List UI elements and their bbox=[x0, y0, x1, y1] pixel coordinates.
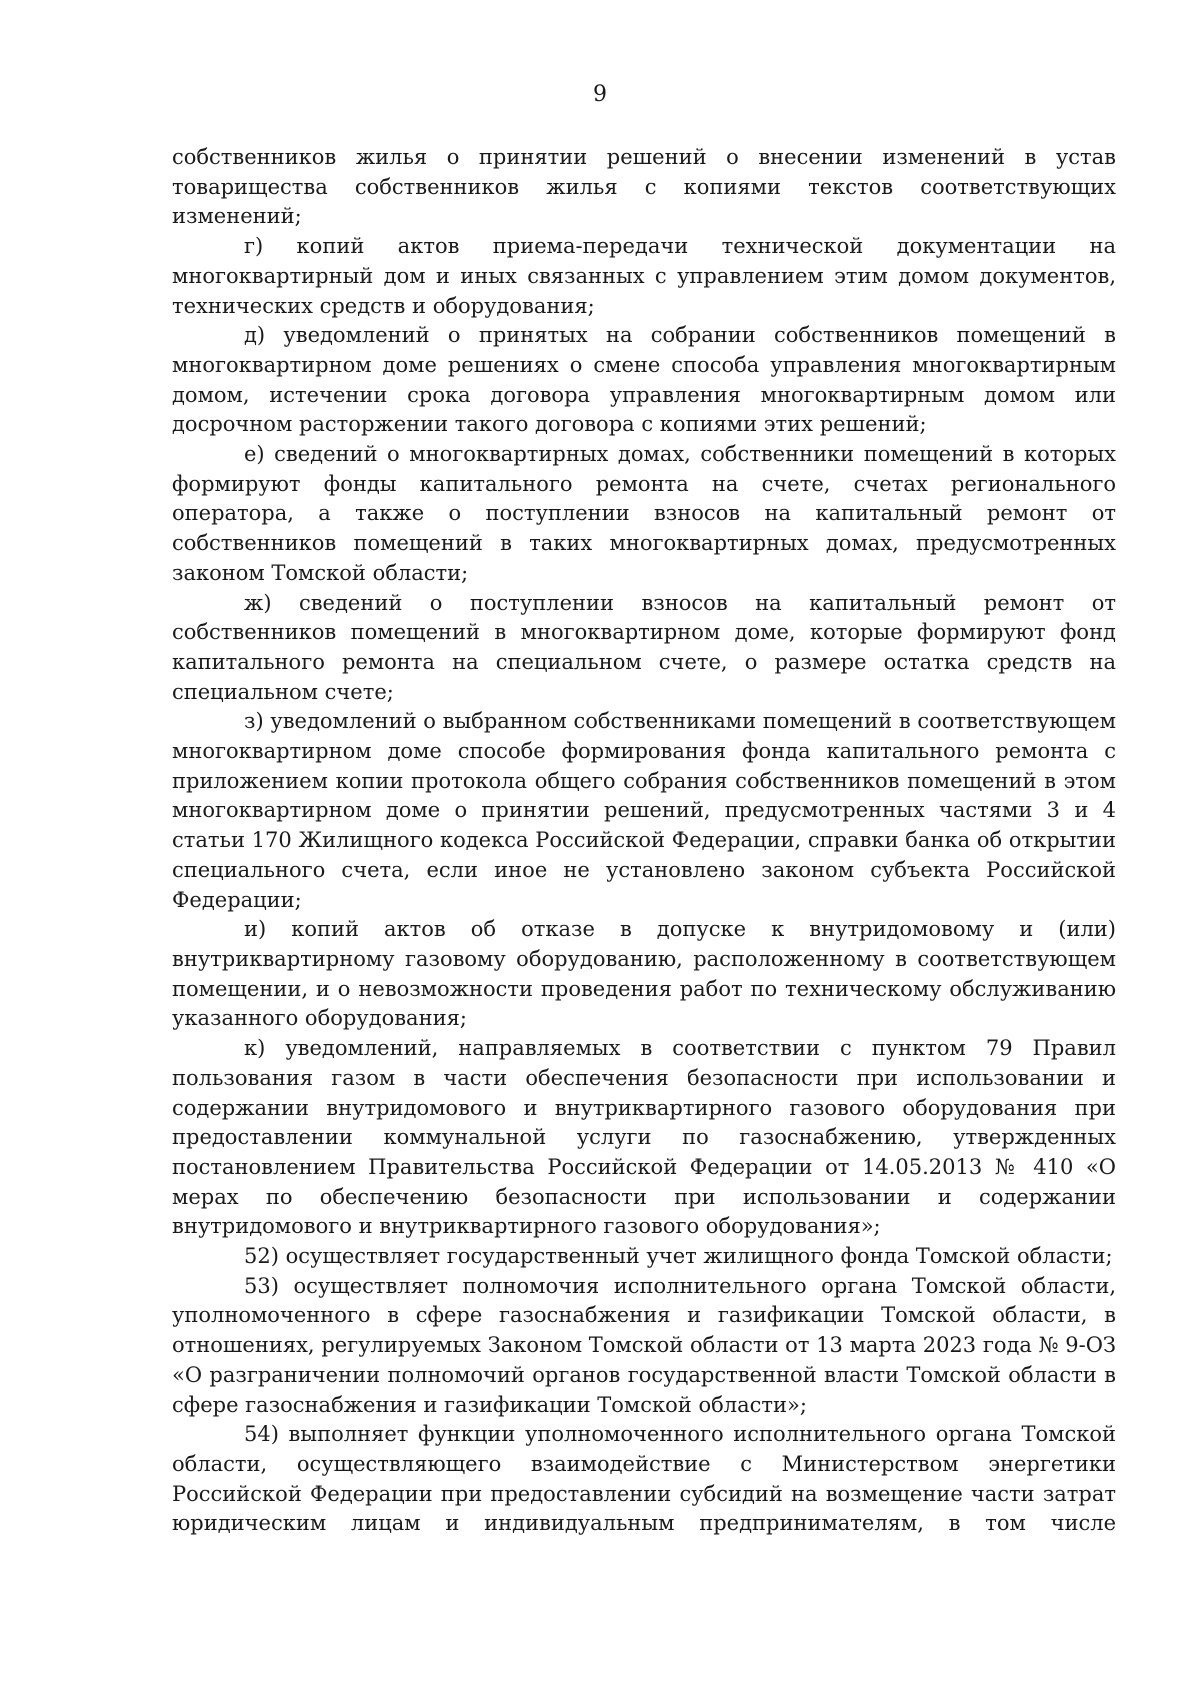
page-number: 9 bbox=[593, 82, 607, 107]
document-body bbox=[172, 143, 1116, 1539]
paragraph-item-z: з) уведомлений о выбранном собственниками помещений в соответствующем многоквартирном доме способе формирования фонда капитального ремонта с приложением копии протокола общего собрания собственников помещений в этом многоквартирном доме о принятии решений, предусмотренных частями 3 и 4 статьи 170 Жилищного кодекса Российской Федерации, справки банка об открытии специального счета, если иное не установлено законом субъекта Российской Федерации; bbox=[172, 709, 1116, 912]
paragraph-item-g: г) копий актов приема-передачи технической документации на многоквартирный дом и иных связанных с управлением этим домом документов, технических средств и оборудования; bbox=[172, 234, 1116, 318]
paragraph-clause-53: 53) осуществляет полномочия исполнительного органа Томской области, уполномоченного в сфере газоснабжения и газификации Томской области, в отношениях, регулируемых Законом Томской области от 13 марта 2023 года № 9-ОЗ «О разграничении полномочий органов государственной власти Томской области в сфере газоснабжения и газификации Томской области»; bbox=[172, 1273, 1116, 1417]
paragraph-continuation: собственников жилья о принятии решений о внесении изменений в устав товарищества собственников жилья с копиями текстов соответствующих изменений; bbox=[172, 145, 1116, 229]
paragraph-item-e: е) сведений о многоквартирных домах, собственники помещений в которых формируют фонды капитального ремонта на счете, счетах регионального оператора, а также о поступлении взносов на капитальный ремонт от собственников помещений в таких многоквартирных домах, предусмотренных законом Томской области; bbox=[172, 442, 1116, 585]
paragraph-item-d: д) уведомлений о принятых на собрании собственников помещений в многоквартирном доме решениях о смене способа управления многоквартирным домом, истечении срока договора управления многоквартирным домом или досрочном расторжении такого договора с копиями этих решений; bbox=[172, 323, 1116, 437]
paragraph-clause-54: 54) выполняет функции уполномоченного исполнительного органа Томской области, осуществляющего взаимодействие с Министерством энергетики Российской Федерации при предоставлении субсидий на возмещение части затрат юридическим лицам и индивидуальным предпринимателям, в том числе bbox=[172, 1422, 1116, 1536]
paragraph-clause-52: 52) осуществляет государственный учет жилищного фонда Томской области; bbox=[244, 1244, 1113, 1269]
paragraph-item-i: и) копий актов об отказе в допуске к внутридомовому и (или) внутриквартирному газовому оборудованию, расположенному в соответствующем помещении, и о невозможности проведения работ по техническому обслуживанию указанного оборудования; bbox=[172, 917, 1116, 1031]
paragraph-item-zh: ж) сведений о поступлении взносов на капитальный ремонт от собственников помещений в многоквартирном доме, которые формируют фонд капитального ремонта на специальном счете, о размере остатка средств на специальном счете; bbox=[172, 590, 1116, 704]
paragraph-item-k: к) уведомлений, направляемых в соответствии с пунктом 79 Правил пользования газом в части обеспечения безопасности при использовании и содержании внутридомового и внутриквартирного газового оборудования при предоставлении коммунальной услуги по газоснабжению, утвержденных постановлением Правительства Российской Федерации от 14.05.2013 № 410 «О мерах по обеспечению безопасности при использовании и содержании внутридомового и внутриквартирного газового оборудования»; bbox=[172, 1036, 1116, 1239]
